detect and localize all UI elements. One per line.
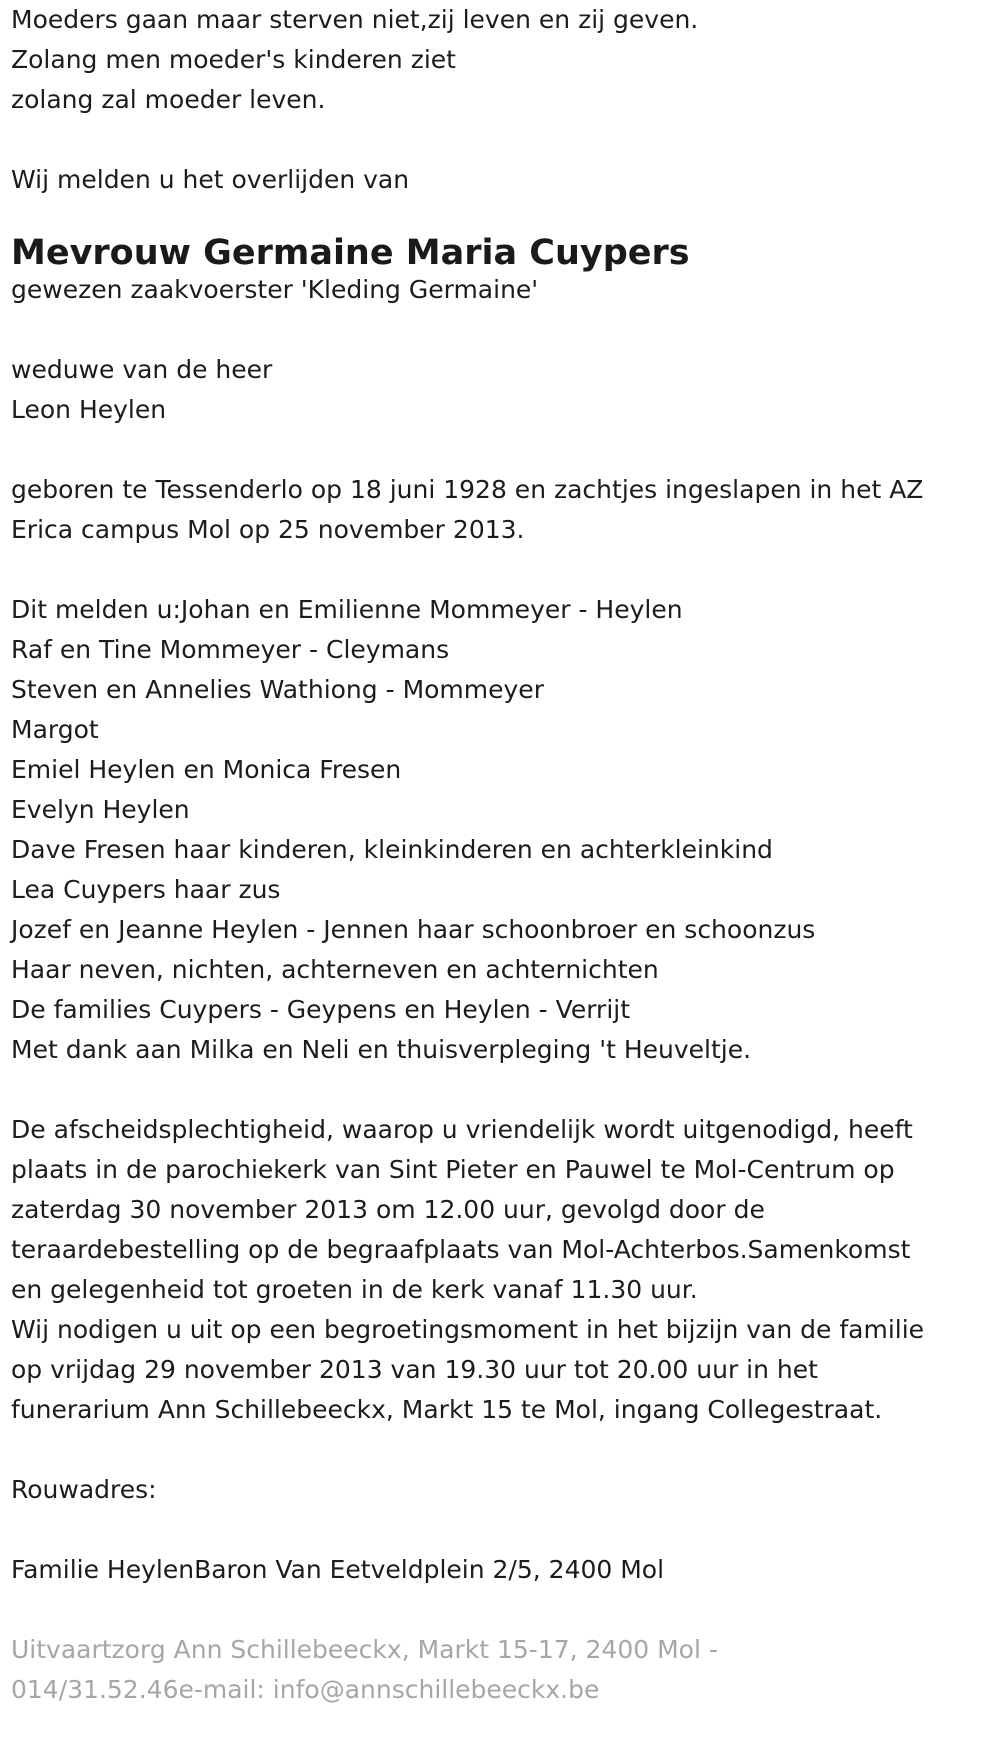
family-line: Emiel Heylen en Monica Fresen: [11, 755, 402, 784]
ceremony-line: op vrijdag 29 november 2013 van 19.30 uur tot 20.00 uur in het: [11, 1355, 818, 1384]
ceremony-line: teraardebestelling op de begraafplaats van Mol-Achterbos.Samenkomst: [11, 1235, 911, 1264]
family-line: Evelyn Heylen: [11, 795, 190, 824]
family-line: Jozef en Jeanne Heylen - Jennen haar schoonbroer en schoonzus: [11, 915, 816, 944]
mourning-address: Familie HeylenBaron Van Eetveldplein 2/5, 2400 Mol: [11, 1555, 665, 1584]
ceremony-line: De afscheidsplechtigheid, waarop u vriendelijk wordt uitgenodigd, heeft: [11, 1115, 913, 1144]
family-line: Steven en Annelies Wathiong - Mommeyer: [11, 675, 544, 704]
occupation: gewezen zaakvoerster 'Kleding Germaine': [11, 275, 539, 304]
verse-line: zolang zal moeder leven.: [11, 85, 326, 114]
footer-line: 014/31.52.46e-mail: info@annschillebeeckx.be: [11, 1675, 600, 1704]
family-line: Lea Cuypers haar zus: [11, 875, 281, 904]
family-line: De families Cuypers - Geypens en Heylen - Verrijt: [11, 995, 631, 1024]
family-line: Raf en Tine Mommeyer - Cleymans: [11, 635, 450, 664]
ceremony-line: zaterdag 30 november 2013 om 12.00 uur, gevolgd door de: [11, 1195, 765, 1224]
birth-death-section: [11, 470, 991, 550]
family-line: Met dank aan Milka en Neli en thuisverpleging 't Heuveltje.: [11, 1035, 752, 1064]
deceased-name: Mevrouw Germaine Maria Cuypers: [11, 233, 690, 273]
ceremony-line: funerarium Ann Schillebeeckx, Markt 15 te Mol, ingang Collegestraat.: [11, 1395, 883, 1424]
spouse-line: Leon Heylen: [11, 395, 167, 424]
family-line: Dave Fresen haar kinderen, kleinkinderen en achterkleinkind: [11, 835, 773, 864]
ceremony-section: [11, 1110, 991, 1430]
death-notice: [11, 0, 991, 1710]
spouse-line: weduwe van de heer: [11, 355, 273, 384]
footer-line: Uitvaartzorg Ann Schillebeeckx, Markt 15-17, 2400 Mol -: [11, 1635, 718, 1664]
intro-text: Wij melden u het overlijden van: [11, 165, 410, 194]
ceremony-line: plaats in de parochiekerk van Sint Pieter en Pauwel te Mol-Centrum op: [11, 1155, 895, 1184]
spouse-section: [11, 350, 991, 430]
verse: [11, 0, 991, 120]
family-line: Dit melden u:Johan en Emilienne Mommeyer - Heylen: [11, 595, 683, 624]
birth-death-line: Erica campus Mol op 25 november 2013.: [11, 515, 525, 544]
verse-line: Zolang men moeder's kinderen ziet: [11, 45, 456, 74]
family-list: [11, 590, 991, 1070]
ceremony-line: en gelegenheid tot groeten in de kerk vanaf 11.30 uur.: [11, 1275, 698, 1304]
verse-line: Moeders gaan maar sterven niet,zij leven en zij geven.: [11, 5, 699, 34]
funeral-home-footer: [11, 1630, 991, 1710]
family-line: Haar neven, nichten, achterneven en achternichten: [11, 955, 659, 984]
birth-death-line: geboren te Tessenderlo op 18 juni 1928 en zachtjes ingeslapen in het AZ: [11, 475, 924, 504]
ceremony-line: Wij nodigen u uit op een begroetingsmoment in het bijzijn van de familie: [11, 1315, 925, 1344]
address-label: Rouwadres:: [11, 1475, 157, 1504]
family-line: Margot: [11, 715, 99, 744]
